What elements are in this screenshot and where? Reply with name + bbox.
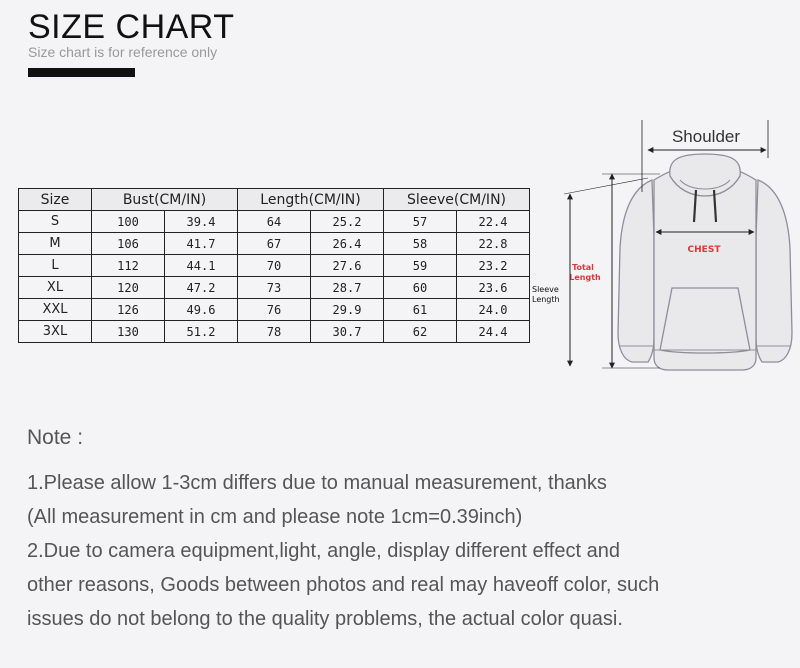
table-row [19,321,530,343]
cell-size: 3XL [19,321,92,343]
cell-sleeve-cm: 62 [384,321,457,343]
table-header-row [19,189,530,211]
cell-sleeve-in: 22.4 [457,211,530,233]
cell-length-cm: 64 [238,211,311,233]
header-bust: Bust(CM/IN) [92,189,238,211]
chest-label: CHEST [687,245,721,255]
header-length: Length(CM/IN) [238,189,384,211]
cell-length-cm: 76 [238,299,311,321]
table-row [19,255,530,277]
header-size: Size [19,189,92,211]
cell-sleeve-cm: 61 [384,299,457,321]
cell-sleeve-in: 23.2 [457,255,530,277]
note-line-3: 2.Due to camera equipment,light, angle, display different effect and [27,540,620,562]
cell-bust-in: 47.2 [165,277,238,299]
cell-bust-cm: 120 [92,277,165,299]
cell-length-in: 27.6 [311,255,384,277]
note-heading: Note : [27,426,84,449]
cell-length-cm: 78 [238,321,311,343]
cell-sleeve-in: 24.0 [457,299,530,321]
cell-size: XL [19,277,92,299]
table-row [19,233,530,255]
table-row [19,299,530,321]
cell-bust-in: 39.4 [165,211,238,233]
header-sleeve: Sleeve(CM/IN) [384,189,530,211]
cell-bust-in: 51.2 [165,321,238,343]
table-row [19,277,530,299]
title-underline-bar [28,68,135,77]
cell-bust-cm: 106 [92,233,165,255]
cell-bust-cm: 126 [92,299,165,321]
hoodie-measurement-diagram [520,118,800,380]
table-row [19,211,530,233]
total-length-label-2: Length [569,273,601,282]
cell-sleeve-cm: 58 [384,233,457,255]
cell-length-in: 25.2 [311,211,384,233]
cell-sleeve-cm: 57 [384,211,457,233]
page-subtitle: Size chart is for reference only [28,44,218,60]
cell-bust-in: 49.6 [165,299,238,321]
cell-sleeve-cm: 59 [384,255,457,277]
cell-bust-in: 41.7 [165,233,238,255]
cell-length-in: 26.4 [311,233,384,255]
size-table [18,188,530,343]
sleeve-length-label-1: Sleeve [532,285,559,294]
cell-bust-in: 44.1 [165,255,238,277]
note-line-1: 1.Please allow 1-3cm differs due to manual measurement, thanks [27,472,607,494]
page-title: SIZE CHART [28,8,235,46]
cell-sleeve-in: 23.6 [457,277,530,299]
cell-bust-cm: 112 [92,255,165,277]
hoodie-outline [618,154,792,370]
cell-length-cm: 73 [238,277,311,299]
total-length-label-1: Total [572,263,594,272]
cell-sleeve-in: 22.8 [457,233,530,255]
cell-size: L [19,255,92,277]
cell-length-cm: 67 [238,233,311,255]
note-line-2: (All measurement in cm and please note 1cm=0.39inch) [27,506,523,528]
shoulder-label: Shoulder [671,127,741,146]
cell-size: XXL [19,299,92,321]
note-line-4: other reasons, Goods between photos and real may haveoff color, such [27,574,660,596]
cell-bust-cm: 130 [92,321,165,343]
note-line-5: issues do not belong to the quality problems, the actual color quasi. [27,608,623,630]
cell-bust-cm: 100 [92,211,165,233]
sleeve-length-label-2: Length [532,295,560,304]
cell-sleeve-in: 24.4 [457,321,530,343]
cell-sleeve-cm: 60 [384,277,457,299]
cell-size: S [19,211,92,233]
cell-length-in: 30.7 [311,321,384,343]
cell-length-in: 29.9 [311,299,384,321]
cell-length-cm: 70 [238,255,311,277]
cell-length-in: 28.7 [311,277,384,299]
cell-size: M [19,233,92,255]
